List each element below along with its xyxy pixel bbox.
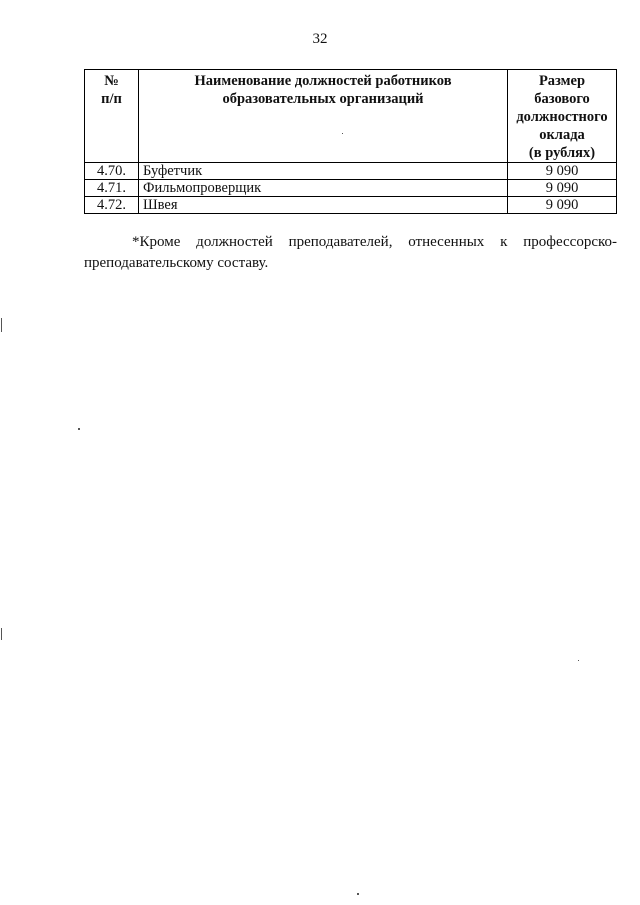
row-position-name: Фильмопроверщик — [139, 180, 508, 197]
row-number: 4.71. — [85, 180, 139, 197]
header-salary-line: должностного — [516, 109, 608, 125]
row-number: 4.70. — [85, 163, 139, 180]
scan-speck — [1, 318, 2, 332]
header-name-line: Наименование должностей работников — [194, 73, 452, 89]
page-number: 32 — [312, 31, 328, 47]
row-salary: 9 090 — [508, 197, 617, 214]
header-salary-line: (в рублях) — [528, 145, 596, 161]
row-salary: 9 090 — [508, 180, 617, 197]
table-header-row — [85, 70, 617, 163]
row-position-name: Швея — [139, 197, 508, 214]
footnote-line-1: *Кроме должностей преподавателей, отнесенных к профессорско- — [132, 234, 617, 250]
footnote — [84, 232, 617, 274]
scan-speck — [1, 628, 2, 640]
row-position-name: Буфетчик — [139, 163, 508, 180]
header-name-line: образовательных организаций — [222, 91, 424, 107]
header-salary-line: Размер — [538, 73, 586, 89]
table-row — [85, 163, 617, 180]
header-num-line: п/п — [101, 91, 122, 107]
table-row — [85, 180, 617, 197]
header-salary-line: оклада — [539, 127, 585, 143]
salary-table — [84, 69, 617, 214]
header-salary-line: базового — [534, 91, 590, 107]
footnote-line-2: преподавательскому составу. — [84, 255, 269, 271]
row-salary: 9 090 — [508, 163, 617, 180]
header-position-name — [139, 70, 508, 163]
scan-speck — [342, 133, 343, 134]
header-base-salary — [508, 70, 617, 163]
scan-speck — [357, 893, 359, 895]
scan-speck — [578, 660, 579, 661]
row-number: 4.72. — [85, 197, 139, 214]
scan-speck — [78, 428, 80, 430]
header-num-line: № — [104, 73, 119, 89]
table-row — [85, 197, 617, 214]
header-num — [85, 70, 139, 163]
